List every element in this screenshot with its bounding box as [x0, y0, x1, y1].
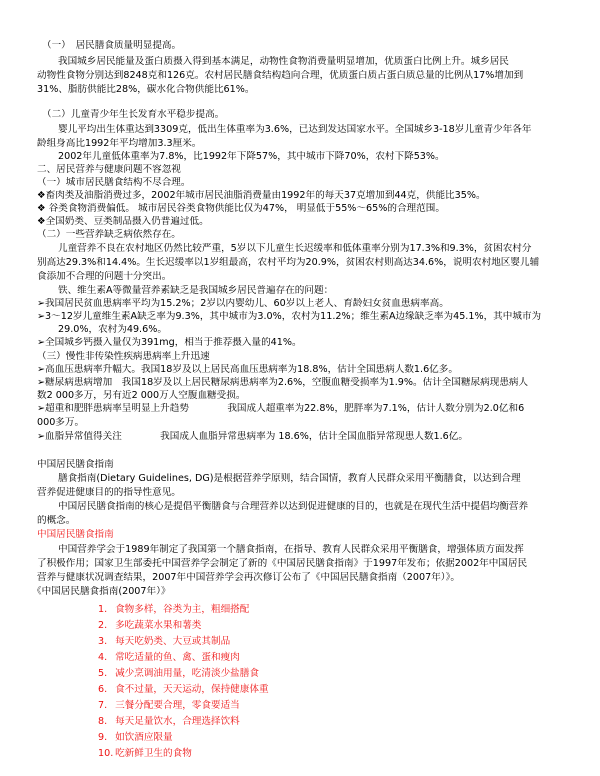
paragraph-line: 食添加不合理的问题十分突出。	[37, 271, 172, 282]
guideline-item: 9. 如饮酒应限量	[98, 732, 173, 743]
paragraph-line: 中国营养学会于1989年制定了我国第一个膳食指南，在指导、教育人民群众采用平衡膳食，增强体质方面发挥	[58, 544, 524, 555]
guideline-red-heading: 中国居民膳食指南	[37, 529, 114, 540]
paragraph-line: 婴儿平均出生体重达到3309克，低出生体重率为3.6%，已达到发达国家水平。全国城乡3-18岁儿童青少年各年	[58, 124, 532, 135]
paragraph-line: 龄组身高比1992年平均增加3.3厘米。	[37, 138, 202, 149]
guideline-item: 2. 多吃蔬菜水果和薯类	[98, 620, 202, 631]
paragraph-line: 膳食指南(Dietary Guidelines, DG)是根据营养学原则，结合国情，教育人民群众采用平衡膳食，以达到合理	[58, 473, 521, 484]
guideline-heading: 中国居民膳食指南	[37, 459, 114, 470]
paragraph-line: 别高达29.3%和14.4%。生长迟缓率以1岁组最高，农村平均为20.9%，贫困农村则高达34.6%，说明农村地区婴儿辅	[37, 257, 540, 268]
guideline-item: 1. 食物多样，谷类为主，粗细搭配	[98, 604, 250, 615]
paragraph-line: 铁、维生素A等微量营养素缺乏是我国城乡居民普遍存在的问题：	[58, 285, 334, 296]
paragraph-line: 动物性食物分别达到8248克和126克。农村居民膳食结构趋向合理，优质蛋白质占蛋白质总量的比例从17%增加到	[37, 70, 524, 81]
paragraph-line: 的概念。	[37, 515, 76, 526]
section2-heading: （二）儿童青少年生长发育水平稳步提高。	[42, 109, 225, 120]
guideline-item: 4. 常吃适量的鱼、禽、蛋和瘦肉	[98, 652, 240, 663]
subsection-heading: （二）一些营养缺乏病依然存在。	[37, 229, 181, 240]
paragraph-line: 2002年儿童低体重率为7.8%，比1992年下降57%，其中城市下降70%，农村下降53%。	[58, 151, 445, 162]
paragraph-line: 儿童营养不良在农村地区仍然比较严重，5岁以下儿童生长迟缓率和低体重率分别为17.3%和9.3%，贫困农村分	[58, 243, 532, 254]
arrow-item: ➢超重和肥胖患病率呈明显上升趋势 我国成人超重率为22.8%，肥胖率为7.1%，估计人数分别为2.0亿和6	[37, 403, 525, 414]
arrow-item: ➢3～12岁儿童维生素A缺乏率为9.3%，其中城市为3.0%，农村为11.2%；维生素A边缘缺乏率为45.1%，其中城市为	[37, 311, 542, 322]
guideline-2007-title: 《中国居民膳食指南(2007年）》	[32, 586, 171, 597]
subsection-heading: （一）城市居民膳食结构不尽合理。	[37, 177, 191, 188]
paragraph-line: 了积极作用；国家卫生部委托中国营养学会制定了新的《中国居民膳食指南》于1997年发布；依据2002年中国居民	[37, 558, 528, 569]
bullet-item: ❖畜肉类及油脂消费过多，2002年城市居民油脂消费量由1992年的每天37克增加到44克，供能比35%。	[37, 190, 486, 201]
arrow-item: ➢高血压患病率升幅大。我国18岁及以上居民高血压患病率为18.8%，估计全国患病人数1.6亿多。	[37, 364, 458, 375]
guideline-item: 5. 减少烹调油用量，吃清淡少盐膳食	[98, 668, 259, 679]
arrow-item-cont: 000多万。	[37, 417, 85, 428]
arrow-item-cont: 29.0%，农村为49.6%。	[58, 324, 167, 335]
paragraph-line: 31%、脂肪供能比28%，碳水化合物供能比61%。	[37, 84, 255, 95]
paragraph-line: 中国居民膳食指南的核心是提倡平衡膳食与合理营养以达到促进健康的目的，也就是在现代生活中提倡均衡营养	[58, 501, 529, 512]
bullet-item: ❖全国奶类、豆类制品摄入仍普遍过低。	[37, 216, 209, 227]
arrow-item: ➢血脂异常值得关注 我国成人血脂异常患病率为 18.6%，估计全国血脂异常现患人数1.6亿。	[37, 431, 468, 442]
subsection-heading: （三）慢性非传染性疾病患病率上升迅速	[37, 351, 210, 362]
guideline-item: 10. 吃新鲜卫生的食物	[98, 748, 192, 759]
arrow-item: ➢糖尿病患病增加 我国18岁及以上居民糖尿病患病率为2.6%，空腹血糖受损率为1.9%。估计全国糖尿病现患病人	[37, 377, 529, 388]
section3-heading: 二、居民营养与健康问题不容忽视	[37, 164, 181, 175]
section1-heading: （一） 居民膳食质量明显提高。	[42, 40, 182, 51]
paragraph-line: 我国城乡居民能量及蛋白质摄入得到基本满足，动物性食物消费量明显增加，优质蛋白比例上升。城乡居民	[58, 56, 509, 67]
arrow-item-cont: 数2 000多万，另有近2 000万人空腹血糖受损。	[37, 390, 246, 401]
arrow-item: ➢全国城乡钙摄入量仅为391mg，相当于推荐摄入量的41%。	[37, 337, 302, 348]
guideline-item: 3. 每天吃奶类、大豆或其制品	[98, 636, 231, 647]
arrow-item: ➢我国居民贫血患病率平均为15.2%；2岁以内婴幼儿、60岁以上老人、育龄妇女贫血患病率高。	[37, 298, 449, 309]
paragraph-line: 营养促进健康目的的指导性意见。	[37, 487, 181, 498]
paragraph-line: 营养与健康状况调查结果，2007年中国营养学会再次修订公布了《中国居民膳食指南（2007年）》。	[37, 572, 460, 583]
bullet-item: ❖ 谷类食物消费偏低。 城市居民谷类食物供能比仅为47%， 明显低于55%～65%的合理范围。	[37, 203, 445, 214]
guideline-item: 7. 三餐分配要合理，零食要适当	[98, 700, 240, 711]
guideline-item: 8. 每天足量饮水，合理选择饮料	[98, 716, 240, 727]
guideline-item: 6. 食不过量，天天运动，保持健康体重	[98, 684, 269, 695]
